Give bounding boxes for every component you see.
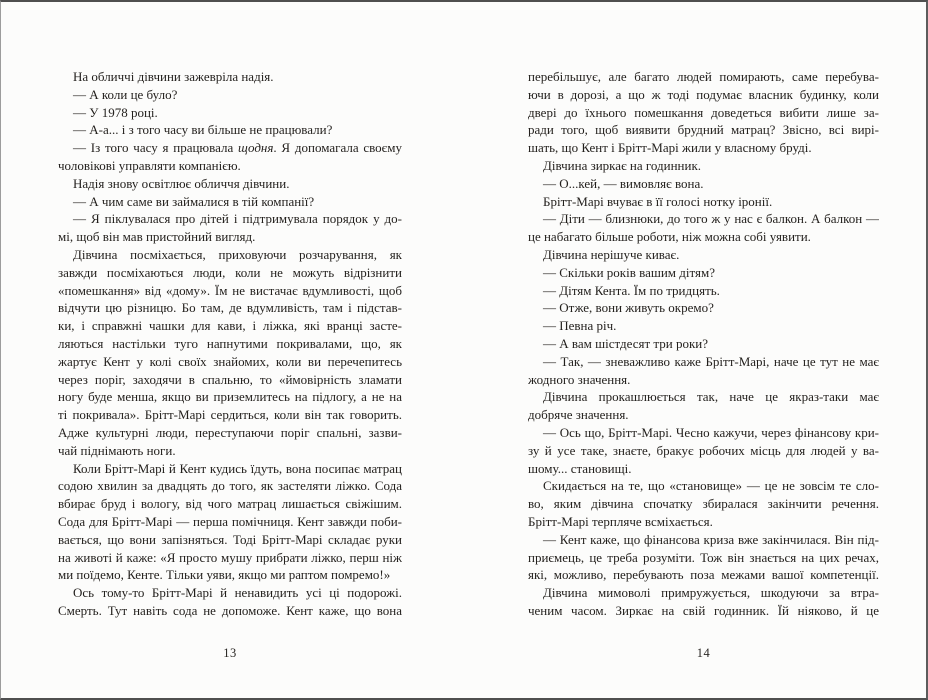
text-line: — Із того часу я працювала щодня. Я допомагала своєму xyxy=(73,140,402,156)
text-line: Скидається на те, що «становище» — це не зовсім те сло- xyxy=(543,478,879,494)
text-line: завжди посміхаються люди, коли не можуть відрізнити xyxy=(58,264,402,280)
text-line: содою хвилин за двадцять до того, як застеляти ліжко. Сода xyxy=(58,478,402,494)
text-line: — Певна річ. xyxy=(543,318,617,334)
text-line: ради того, щоб виявити брудний матрац? Звісно, всі вирі- xyxy=(528,122,879,138)
text-line: — Я піклувалася про дітей і підтримувала порядок у до- xyxy=(73,211,402,227)
text-line: Дівчина мимоволі примружується, шкодуючи за втра- xyxy=(543,585,879,601)
text-line: Брітт-Марі терпляче всміхається. xyxy=(528,513,713,529)
text-line: Дівчина зиркає на годинник. xyxy=(543,157,702,173)
text-line: жартує Кент у колі своїх знайомих, коли ви перечепитесь xyxy=(58,353,402,369)
text-line: — А-а... і з того часу ви більше не працювали? xyxy=(73,122,333,138)
text-line: Смерть. Тут навіть сода не допоможе. Кент каже, що вона xyxy=(58,602,402,618)
text-line: через поріг, заходячи в спальню, то «ймовірність зламати xyxy=(58,371,402,387)
text-line: добряче значення. xyxy=(528,407,629,423)
text-line: — Скільки років вашим дітям? xyxy=(543,264,715,280)
text-line: — А чим саме ви займалися в тій компанії? xyxy=(73,193,315,209)
text-line: ми поїдемо, Кенте. Тільки уяви, якщо ми раптом помремо!» xyxy=(58,567,391,583)
text-line: вбирає бруд і вологу, від чого матрац лишається свіжішим. xyxy=(58,496,402,512)
text-line: Ось тому-то Брітт-Марі й ненавидить усі ці подорожі. xyxy=(73,585,402,601)
text-line: Дівчина посміхається, приховуючи розчарування, як xyxy=(73,246,402,262)
page-number: 13 xyxy=(223,645,237,660)
text-line: Сода для Брітт-Марі — перша помічниця. Кент завжди поби- xyxy=(58,513,402,529)
text-line: Дівчина нерішуче киває. xyxy=(543,246,680,262)
text-line: шому... становищі. xyxy=(528,460,632,476)
text-line: — Дітям Кента. Їм по тридцять. xyxy=(543,282,720,298)
text-line: жодного значення. xyxy=(528,371,631,387)
text-line: — Отже, вони живуть окремо? xyxy=(543,300,714,316)
page-number: 14 xyxy=(696,645,711,660)
text-line: — А вам шістдесят три роки? xyxy=(543,335,708,351)
text-line: ки, і справжні чашки для кави, і ліжка, які вранці засте- xyxy=(58,318,402,334)
text-line: «помешкання» від «дому». Їм не вистачає вдумливості, щоб xyxy=(58,282,402,298)
text-line: Брітт-Марі вчуває в її голосі нотку іронії. xyxy=(543,193,773,209)
text-line: — Ось що, Брітт-Марі. Чесно кажучи, через фінансову кри- xyxy=(543,424,879,440)
text-line: — Так, — зневажливо каже Брітт-Марі, наче це тут не має xyxy=(543,353,879,369)
text-line: — А коли це було? xyxy=(73,86,178,102)
page-right-text xyxy=(528,68,879,620)
text-line: чоловікові управляти компанією. xyxy=(58,157,241,173)
text-line: Адже культурні люди, переступаючи поріг спальні, зазви- xyxy=(58,424,402,440)
text-line: приємець, це треба розуміти. Тож він знається на цих речах, xyxy=(528,549,879,565)
text-line: шать, що Кент і Брітт-Марі жили у власному бруді. xyxy=(528,140,812,156)
text-line: На обличчі дівчини зажевріла надія. xyxy=(73,69,274,84)
text-line: Дівчина прокашлюється так, наче це якраз-таки має xyxy=(543,389,879,405)
text-line: ченим часом. Зиркає на свій годинник. Їй ніяково, й це xyxy=(528,602,879,618)
text-line: ті покривала». Брітт-Марі сердиться, коли він так говорить. xyxy=(58,407,402,423)
text-line: во, яким дівчина спочатку збиралася закінчити речення. xyxy=(528,496,879,512)
text-line: двері до їхнього помешкання доведеться вибити лише за- xyxy=(528,104,879,120)
text-line: — Діти — близнюки, до того ж у нас є балкон. А балкон — xyxy=(543,211,879,227)
text-line: Надія знову освітлює обличчя дівчини. xyxy=(73,175,290,191)
text-line: відчути цю різницю. Бо там, де вдумливість, там і підстав- xyxy=(58,300,402,316)
text-line: вається, що вони запізняться. Тоді Брітт-Марі складає руки xyxy=(58,531,402,547)
page-left xyxy=(58,68,402,661)
text-line: мі, щоб він мав пристойний вигляд. xyxy=(58,229,256,245)
text-line: які, можливо, перебувають поза межами вашої компетенції. xyxy=(528,567,879,583)
text-line: перебільшує, але багато людей помирають, саме перебува- xyxy=(528,69,879,84)
text-line: — У 1978 році. xyxy=(73,104,158,120)
text-line: Коли Брітт-Марі й Кент кудись їдуть, вона посипає матрац xyxy=(73,460,402,476)
text-line: ляються настільки туго напнутими покривалами, що, як xyxy=(58,335,402,351)
page-right xyxy=(528,68,879,661)
text-line: ючи в дорозі, а що ж тоді подумає власник будинку, коли xyxy=(528,86,879,102)
text-line: — Кент каже, що фінансова криза вже закінчилася. Він під- xyxy=(543,531,879,547)
text-line: зу й усе таке, знаєте, бракує робочих місць для людей у ва- xyxy=(528,442,879,458)
text-line: це набагато більше роботи, ніж можна собі уявити. xyxy=(528,229,811,245)
page-left-text xyxy=(58,68,402,620)
text-line: — О...кей, — вимовляє вона. xyxy=(543,175,704,191)
text-line: ногу буде менша, якщо ви приземлитесь на підлогу, а не на xyxy=(58,389,402,405)
text-line: чай піднімають ноги. xyxy=(58,442,176,458)
text-line: на животі й каже: «Я просто мушу прибрати ліжко, перш ніж xyxy=(58,549,402,565)
